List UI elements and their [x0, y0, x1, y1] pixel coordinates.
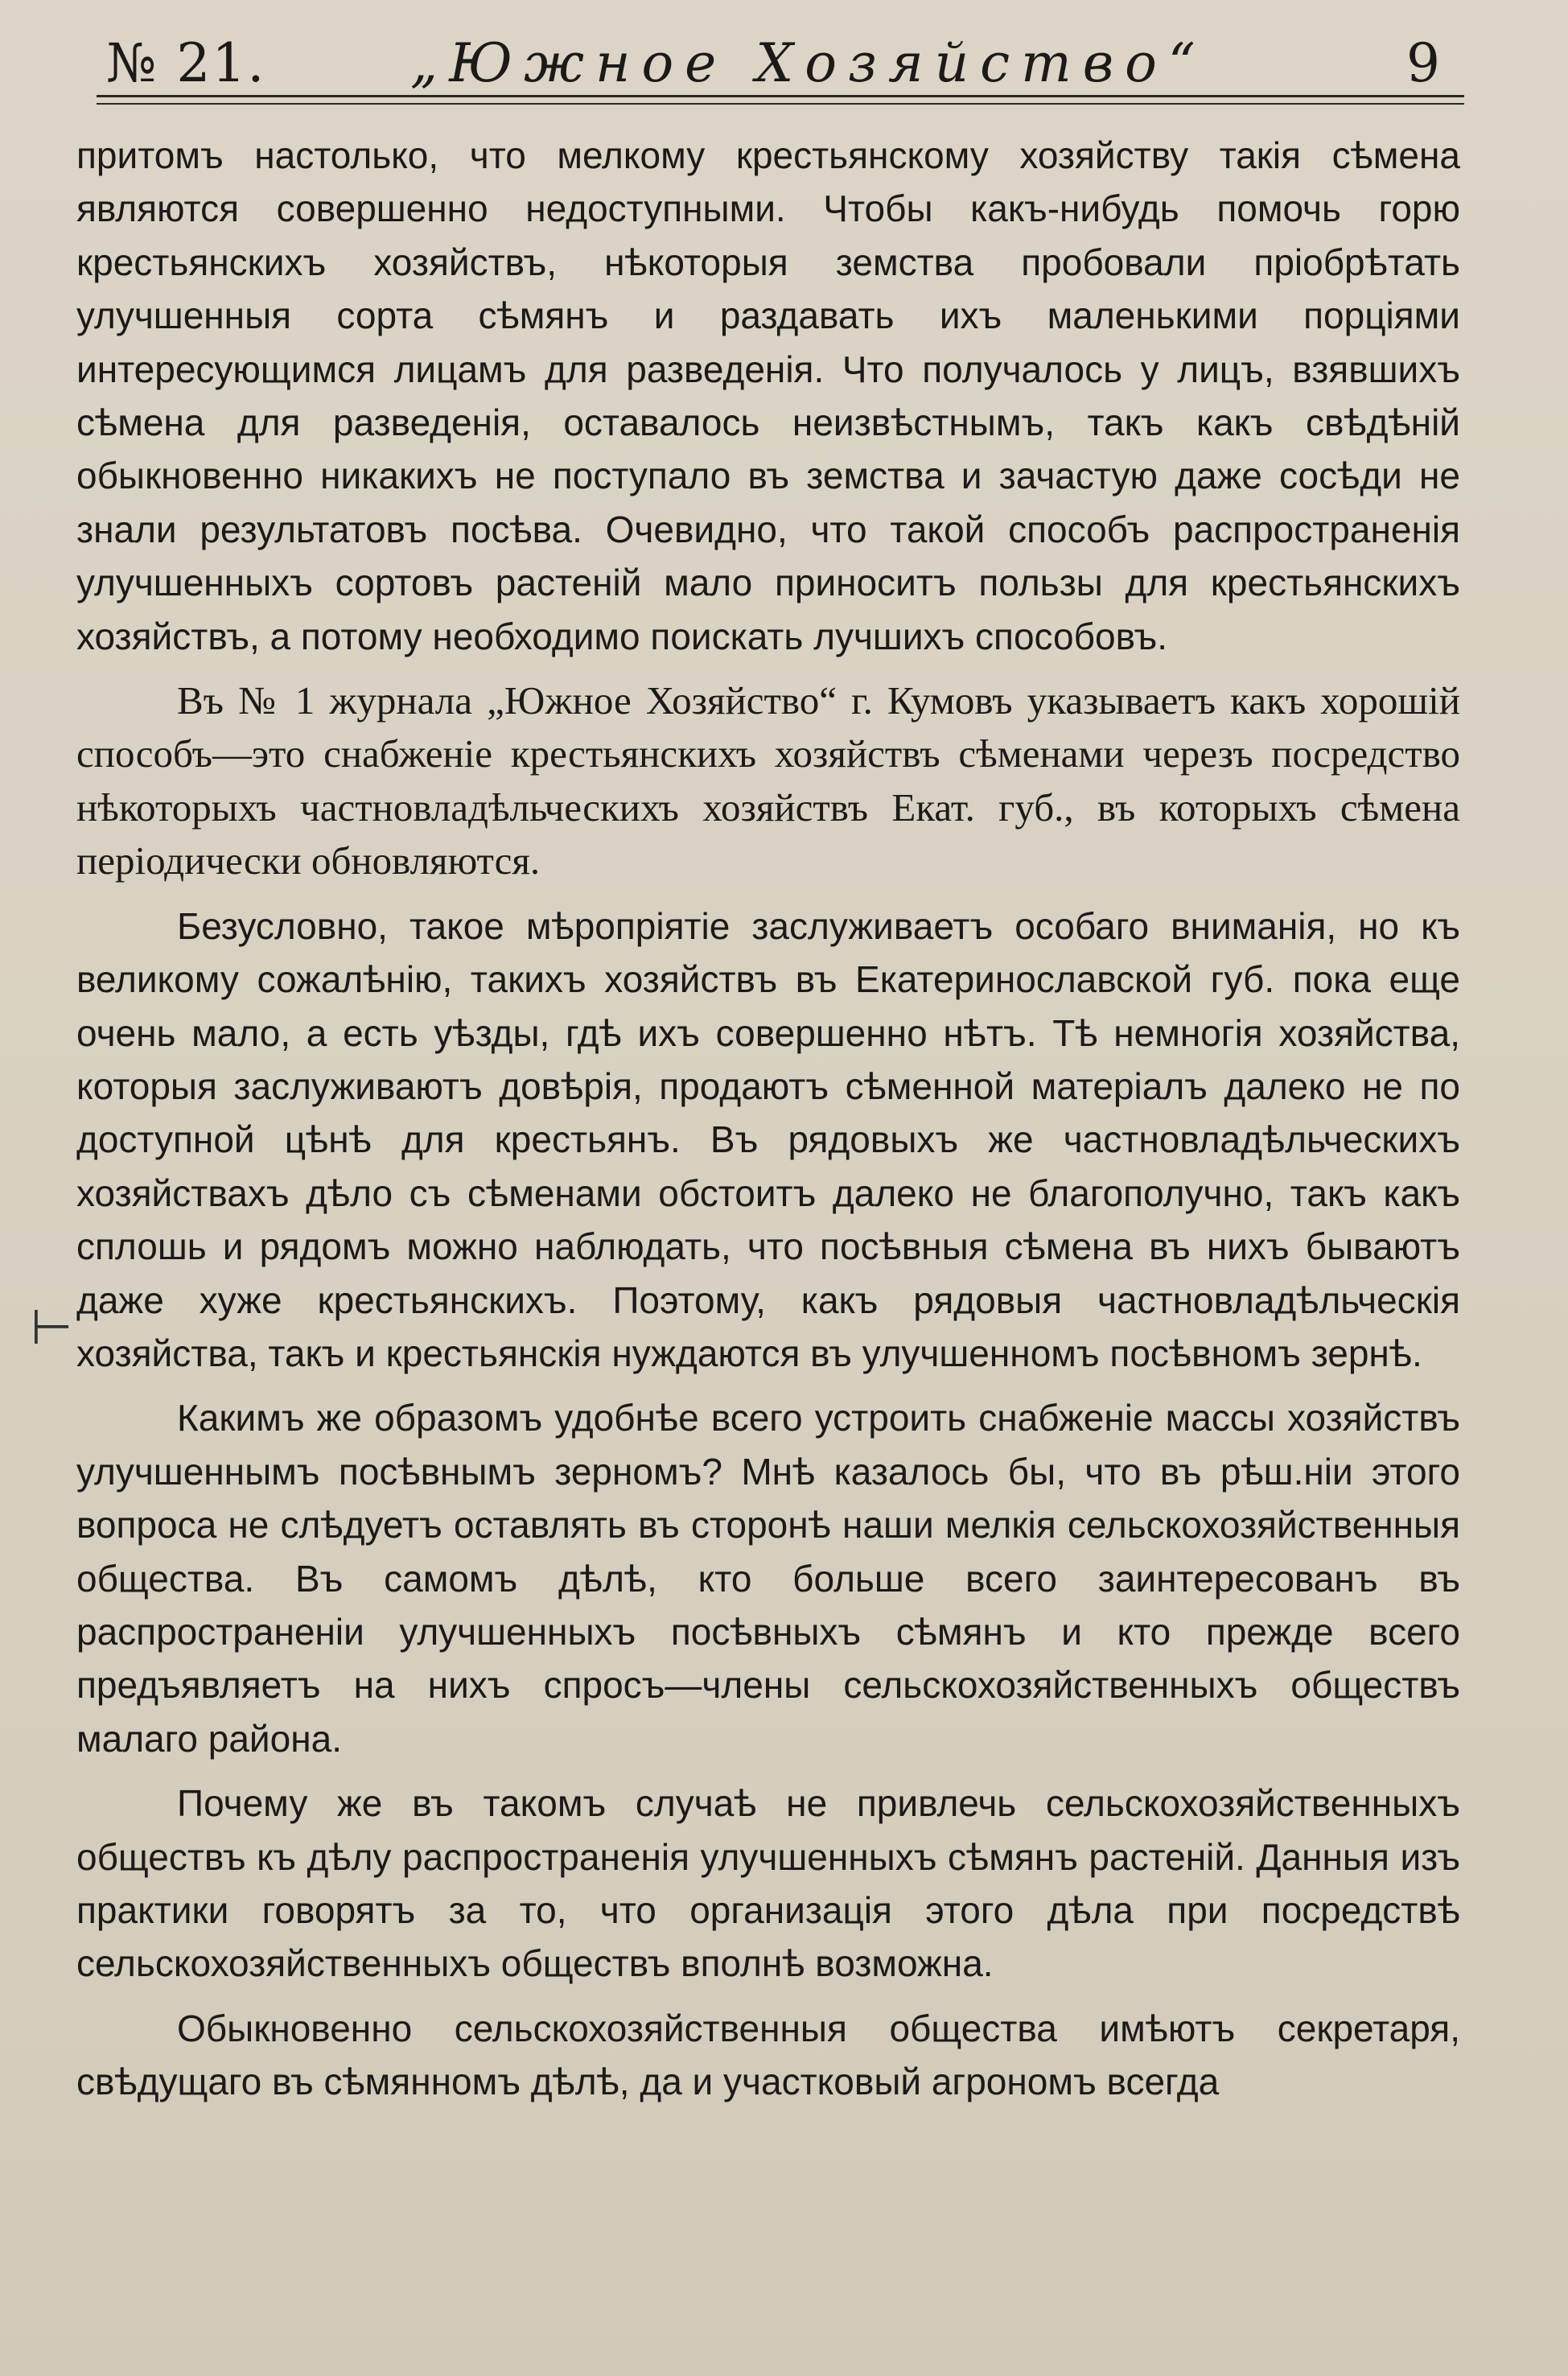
paragraph-3: Безусловно, такое мѣропріятіе заслуживаетъ особаго вниманія, но къ великому сожалѣнію, такихъ хозяйствъ въ Екатеринославской губ. пока еще очень мало, а есть уѣзды, гдѣ ихъ совершенно нѣтъ. Тѣ немногія хозяйства, которыя заслуживаютъ довѣрія, продаютъ сѣменной матеріалъ далеко не по доступной цѣнѣ для крестьянъ. Въ рядовыхъ же частновладѣльческихъ хозяйствахъ дѣло съ сѣменами обстоитъ далеко не благополучно, такъ какъ сплошь и рядомъ можно наблюдать, что посѣвныя сѣмена въ нихъ бываютъ даже хуже крестьянскихъ. Поэтому, какъ рядовыя частновладѣльческія хозяйства, такъ и крестьянскія нуждаются въ улучшенномъ посѣвномъ зернѣ.	[76, 904, 1460, 1374]
paragraph-6: Обыкновенно сельскохозяйственныя общества имѣютъ секретаря, свѣдущаго въ сѣмянномъ дѣлѣ, да и участковый агрономъ всегда	[76, 2007, 1460, 2103]
header-rule-bottom	[97, 103, 1464, 105]
page-header	[97, 32, 1464, 105]
paragraph-5: Почему же въ такомъ случаѣ не привлечь сельскохозяйственныхъ обществъ къ дѣлу распространенія улучшенныхъ сѣмянъ растеній. Данныя изъ практики говорятъ за то, что организація этого дѣла при посредствѣ сельскохозяйственныхъ обществъ вполнѣ возможна.	[76, 1782, 1460, 1985]
journal-title: „Южное Хозяйство“	[410, 32, 1207, 94]
paragraph-4: Какимъ же образомъ удобнѣе всего устроить снабженіе массы хозяйствъ улучшеннымъ посѣвнымъ зерномъ? Мнѣ казалось бы, что въ рѣш.нiи этого вопроса не слѣдуетъ оставлять въ сторонѣ наши мелкія сельскохозяйственныя общества. Въ самомъ дѣлѣ, кто больше всего заинтересованъ въ распространеніи улучшенныхъ посѣвныхъ сѣмянъ и кто прежде всего предъявляетъ на нихъ спросъ—члены сельскохозяйственныхъ обществъ малаго района.	[76, 1397, 1460, 1760]
issue-number: № 21.	[106, 32, 266, 94]
paragraph-1: притомъ настолько, что мелкому крестьянскому хозяйству такія сѣмена являются совершенно недоступными. Чтобы какъ-нибудь помочь горю крестьянскихъ хозяйствъ, нѣкоторыя земства пробовали пріобрѣтать улучшенныя сорта сѣмянъ и раздавать ихъ маленькими порціями интересующимся лицамъ для разведенія. Что получалось у лицъ, взявшихъ сѣмена для разведенія, оставалось неизвѣстнымъ, такъ какъ свѣдѣній обыкновенно никакихъ не поступало въ земства и зачастую даже сосѣди не знали результатовъ посѣва. Очевидно, что такой способъ распространенія улучшенныхъ сортовъ растеній мало приноситъ пользы для крестьянскихъ хозяйствъ, а потому необходимо поискать лучшихъ способовъ.	[76, 134, 1460, 657]
article-body	[76, 129, 1460, 2120]
paragraph-2: Въ № 1 журнала „Южное Хозяйство“ г. Кумовъ указываетъ какъ хорошій способъ—это снабженіе крестьянскихъ хозяйствъ сѣменами черезъ посредство нѣкоторыхъ частновладѣльческихъ хозяйствъ Екат. губ., въ которыхъ сѣмена періодически обновляются.	[76, 678, 1460, 883]
page-number: 9	[1406, 32, 1440, 94]
header-rule-top	[97, 95, 1464, 97]
margin-mark-icon: ⊢	[31, 1299, 73, 1356]
